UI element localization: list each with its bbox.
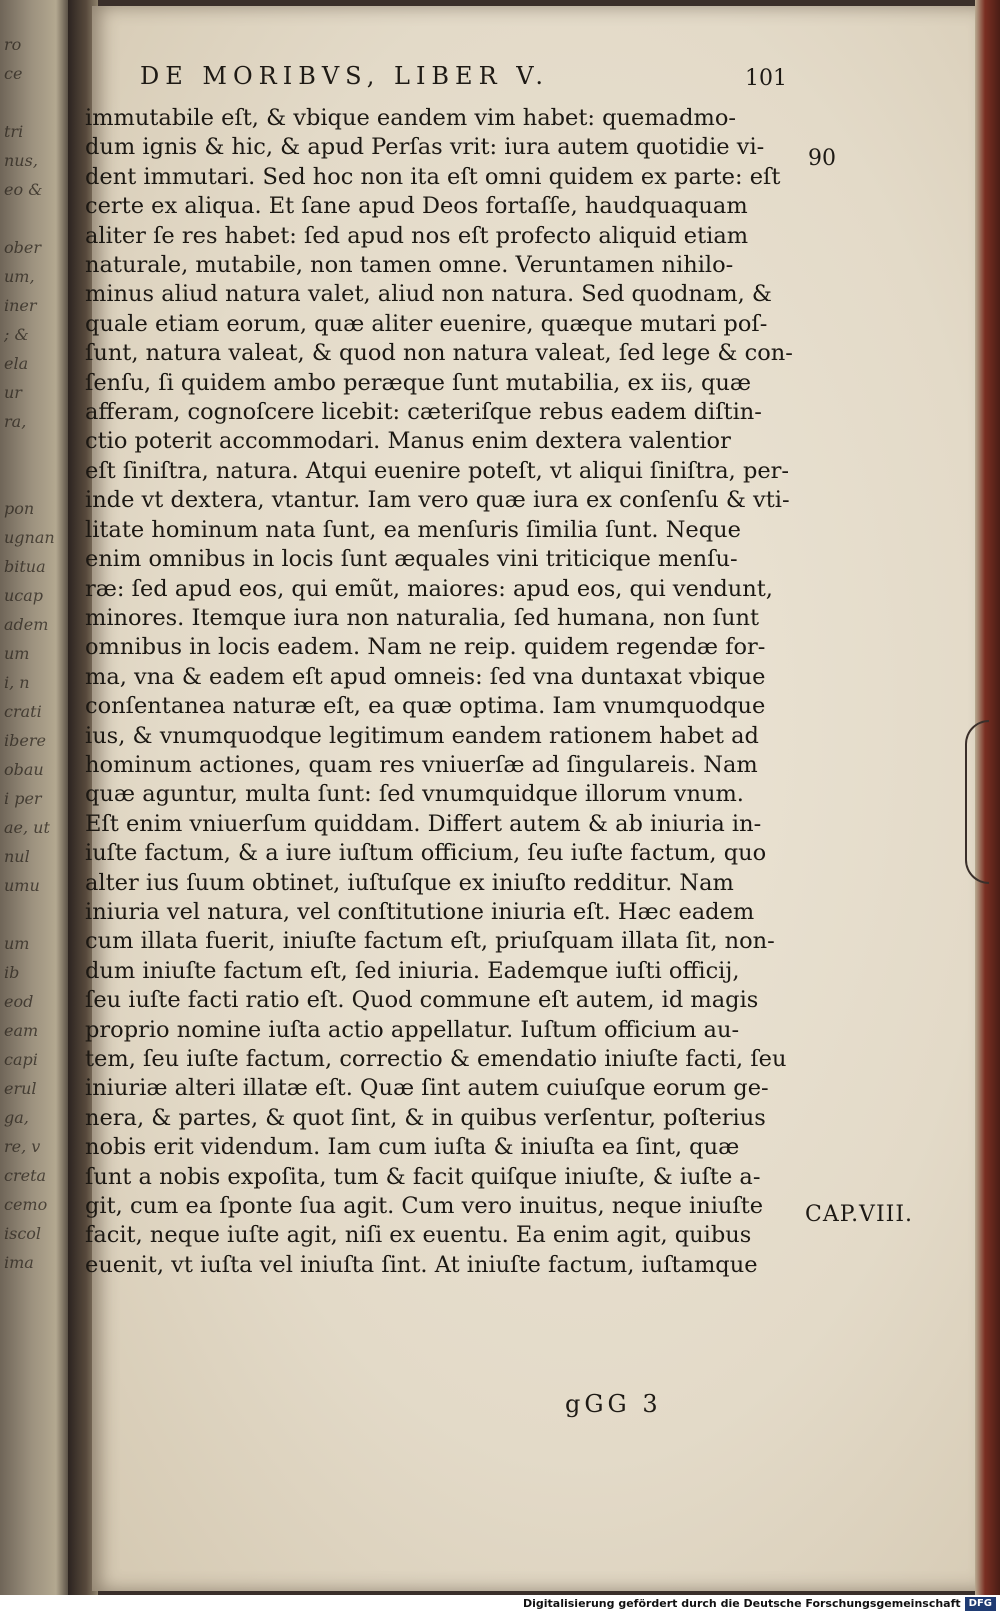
text-line: ius, & vnumquodque legitimum eandem rationem habet ad [85,722,759,749]
text-line: ſunt, natura valeat, & quod non natura valeat, ſed lege & con- [85,340,793,367]
left-fragment: re, v [4,1137,41,1156]
left-fragment: creta [4,1166,47,1185]
running-head: DE MORIBVS, LIBER V. [140,62,550,90]
left-fragment: adem [4,615,49,634]
left-fragment: ae, ut [4,818,50,837]
left-fragment: ucap [4,586,44,605]
text-line: certe ex aliqua. Et ſane apud Deos fortaſſe, haudquaquam [85,193,748,220]
left-fragment: ro [4,35,22,54]
left-fragment: ra, [4,412,27,431]
text-line: hominum actiones, quam res vniuerſæ ad ſingulareis. Nam [85,751,758,778]
left-fragment: i per [4,789,42,808]
left-fragment: ; & [4,325,29,344]
text-line: quale etiam eorum, quæ aliter euenire, quæque mutari poſ- [85,310,768,337]
left-fragment: erul [4,1079,37,1098]
left-fragment: iscol [4,1224,42,1243]
footer-bar [0,1595,1000,1613]
left-fragment: ugnan [4,528,55,547]
left-fragment: i, n [4,673,30,692]
left-fragment: nus, [4,151,38,170]
left-fragment [4,465,64,494]
left-fragment: crati [4,702,42,721]
left-fragment: um [4,934,30,953]
text-line: facit, neque iuſte agit, niſi ex euentu. Ea enim agit, quibus [85,1222,752,1249]
left-fragment: cemo [4,1195,48,1214]
text-line: dent immutari. Sed hoc non ita eſt omni quidem ex parte: eſt [85,163,781,190]
text-line: minus aliud natura valet, aliud non natura. Sed quodnam, & [85,281,772,308]
left-fragment: ima [4,1253,34,1272]
text-line: ſeu iuſte facti ratio eſt. Quod commune eſt autem, id magis [85,987,759,1014]
left-fragment: ce [4,64,23,83]
text-line: ctio poterit accommodari. Manus enim dextera valentior [85,428,731,455]
left-fragment [4,900,64,929]
left-fragment [4,436,64,465]
text-line: dum ignis & hic, & apud Perſas vrit: iura autem quotidie vi- [85,134,765,161]
text-line: ma, vna & eadem eſt apud omneis: ſed vna duntaxat vbique [85,663,766,690]
text-line: iuſte factum, & a iure iuſtum officium, ſeu iuſte factum, quo [85,840,767,867]
dfg-logo: DFG [965,1597,996,1611]
left-fragment: ela [4,354,29,373]
left-fragment: ib [4,963,20,982]
text-line: omnibus in locis eadem. Nam ne reip. quidem regendæ for- [85,634,766,661]
left-fragment: bitua [4,557,46,576]
text-line: afferam, cognoſcere licebit: cæteriſque rebus eadem diſtin- [85,399,762,426]
left-fragment: obau [4,760,44,779]
chapter-note: CAP.VIII. [805,1202,914,1227]
text-line: euenit, vt iuſta vel iniuſta ſint. At iniuſte factum, iuſtamque [85,1251,758,1278]
left-fragment: ur [4,383,22,402]
left-page-edge [0,0,70,1595]
text-line: Eſt enim vniuerſum quiddam. Differt autem & ab iniuria in- [85,810,762,837]
text-line: immutabile eſt, & vbique eandem vim habet: quemadmo- [85,105,736,131]
text-line: minores. Itemque iura non naturalia, ſed humana, non ſunt [85,604,760,631]
left-fragment: nul [4,847,30,866]
text-line: ſunt a nobis expoſita, tum & facit quiſque iniuſte, & iuſte a- [85,1163,761,1190]
left-fragment: pon [4,499,35,518]
margin-number: 90 [808,146,836,171]
text-line: ræ: ſed apud eos, qui emũt, maiores: apud eos, qui vendunt, [85,575,773,602]
text-line: inde vt dextera, vtantur. Iam vero quæ iura ex conſenſu & vti- [85,487,790,514]
left-fragment [4,88,64,117]
left-fragment: eo & [4,180,43,199]
body-text [85,104,800,1280]
left-fragment: umu [4,876,40,895]
left-fragment: capi [4,1050,38,1069]
left-page-text-fragments [4,30,64,1580]
text-line: eſt ſiniſtra, natura. Atqui euenire poteſt, vt aliqui ſiniſtra, per- [85,457,790,484]
text-line: cum illata fuerit, iniuſte factum eſt, priuſquam illata ſit, non- [85,928,775,955]
folio-number: 101 [745,66,787,91]
text-line: dum iniuſte factum eſt, ſed iniuria. Eademque iuſti officij, [85,957,740,984]
text-line: iniuria vel natura, vel conſtitutione iniuria eſt. Hæc eadem [85,898,755,925]
text-line: nera, & partes, & quot ſint, & in quibus verſentur, poſterius [85,1104,766,1131]
page-tab-marker [965,720,989,884]
text-line: iniuriæ alteri illatæ eſt. Quæ ſint autem cuiuſque eorum ge- [85,1075,769,1102]
left-fragment: eod [4,992,34,1011]
text-line: git, cum ea ſponte ſua agit. Cum vero inuitus, neque iniuſte [85,1193,764,1220]
text-line: enim omnibus in locis ſunt æquales vini triticique menſu- [85,546,738,573]
text-line: quæ aguntur, multa ſunt: ſed vnumquidque illorum vnum. [85,781,744,808]
left-fragment: um, [4,267,35,286]
left-fragment [4,204,64,233]
text-line: conſentanea naturæ eſt, ea quæ optima. Iam vnumquodque [85,693,766,720]
left-fragment: ober [4,238,41,257]
text-line: tem, ſeu iuſte factum, correctio & emendatio iniuſte facti, ſeu [85,1046,787,1072]
text-line: aliter ſe res habet: ſed apud nos eſt profecto aliquid etiam [85,222,749,249]
text-line: proprio nomine iuſta actio appellatur. Iuſtum officium au- [85,1016,740,1043]
left-fragment: tri [4,122,24,141]
footer-credit: Digitalisierung gefördert durch die Deutsche Forschungsgemeinschaft [522,1597,961,1610]
left-fragment: iner [4,296,37,315]
left-fragment: eam [4,1021,39,1040]
text-line: alter ius ſuum obtinet, iuſtuſque ex iniuſto redditur. Nam [85,869,734,896]
text-line: nobis erit videndum. Iam cum iuſta & iniuſta ea ſint, quæ [85,1134,740,1161]
text-line: naturale, mutabile, non tamen omne. Veruntamen nihilo- [85,252,734,279]
left-fragment: ibere [4,731,46,750]
signature-mark: gGG 3 [565,1390,662,1418]
text-line: ſenſu, ſi quidem ambo peræque ſunt mutabilia, ex iis, quæ [85,369,752,396]
text-line: litate hominum nata ſunt, ea menſuris ſimilia ſunt. Neque [85,516,741,543]
left-fragment: um [4,644,30,663]
left-fragment: ga, [4,1108,29,1127]
